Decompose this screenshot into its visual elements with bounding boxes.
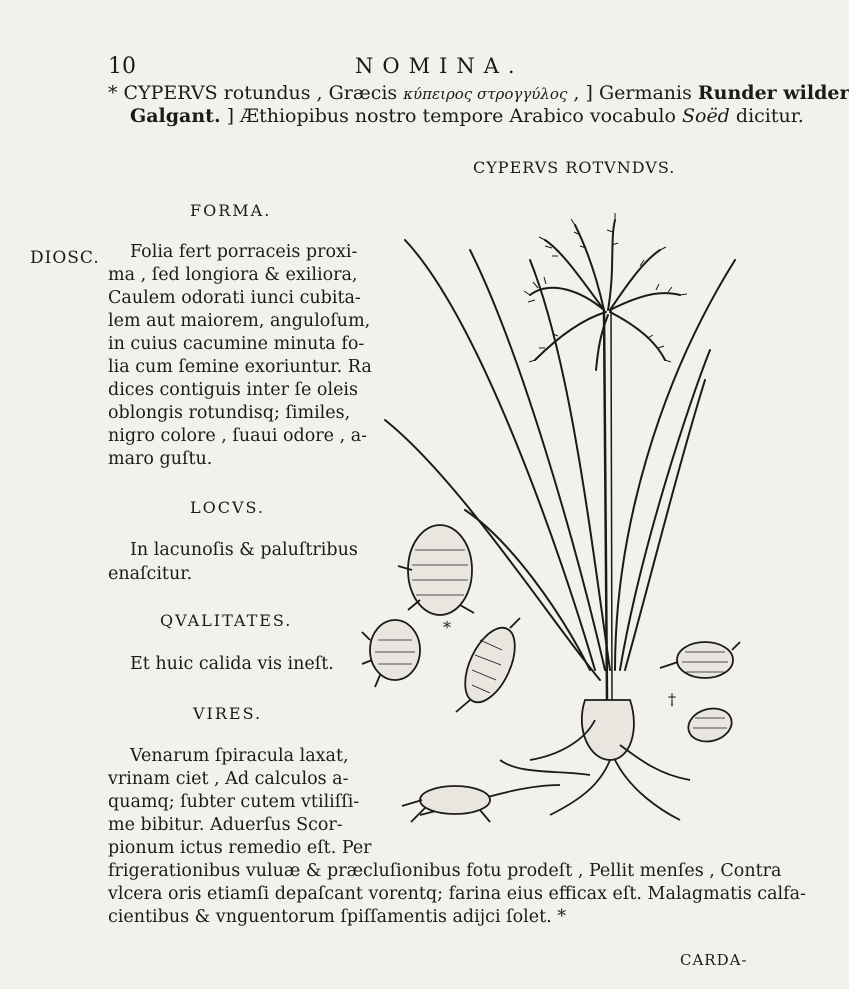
heading-german-name-2: Galgant. [130,105,221,127]
heading-german-intro: , ] Germanis [573,82,698,104]
forma-line: oblongis rotundisq; ſimiles, [108,403,351,423]
cyperus-woodcut-illustration [360,200,760,840]
vires-full-line: frigerationibus vuluæ & præcluſionibus fotu prodeſt , Pellit menſes , Contra [108,861,782,881]
forma-line: lem aut maiorem, anguloſum, [108,311,371,331]
figure-mark-cross: † [668,690,676,709]
section-title-forma: FORMA. [190,201,272,220]
forma-line: ma , ſed longiora & exiliora, [108,265,358,285]
heading-arabic-intro: ] Æthiopibus nostro tempore Arabico vocabulo [226,105,682,127]
vires-line: pionum ictus remedio eſt. Per [108,838,372,858]
vires-full-line: vlcera oris etiamſi depaſcant vorentq; farina eius efficax eſt. Malagmatis calfa- [108,884,806,904]
locus-line: enaſcitur. [108,564,193,584]
forma-line: Caulem odorati iunci cubita- [108,288,361,308]
forma-line: nigro colore , ſuaui odore , a- [108,426,368,446]
forma-line: in cuius cacumine minuta fo- [108,334,365,354]
qualitates-line: Et huic calida vis ineſt. [130,654,334,674]
figure-caption: CYPERVS ROTVNDVS. [473,158,676,177]
heading-latin: CYPERVS rotundus , Græcis [123,82,404,104]
section-title-qualitates: QVALITATES. [160,611,293,630]
heading-arabic-name: Soëd [681,105,730,127]
heading-german-name: Runder wilder [697,82,849,104]
heading-greek: κύπειρος στρογγύλος [403,85,568,103]
figure-mark-star: * [443,618,451,637]
heading-line-2 [130,107,804,126]
forma-line: lia cum ſemine exoriuntur. Ra [108,357,372,377]
section-title-locus: LOCVS. [190,498,266,517]
vires-line: me bibitur. Aduerſus Scor- [108,815,343,835]
forma-line: dices contiguis inter ſe oleis [108,380,358,400]
heading-arabic-end: dicitur. [735,105,804,127]
vires-line: vrinam ciet , Ad calculos a- [108,769,349,789]
locus-line: In lacunoſis & paluſtribus [130,540,358,560]
running-head: NOMINA. [355,54,524,78]
forma-line: maro guſtu. [108,449,213,469]
heading-star: * [108,82,118,104]
section-title-vires: VIRES. [193,704,263,723]
catchword: CARDA- [680,951,748,969]
forma-line: Folia fert porraceis proxi- [130,242,358,262]
vires-full-line: cientibus & vnguentorum ſpiſſamentis adijci ſolet. * [108,907,566,927]
heading-line-1 [108,84,849,103]
margin-note-dioscorides: DIOSC. [30,248,100,268]
vires-line: Venarum ſpiracula laxat, [130,746,349,766]
page-number: 10 [108,54,136,79]
vires-line: quamq; ſubter cutem vtiliſſi- [108,792,360,812]
